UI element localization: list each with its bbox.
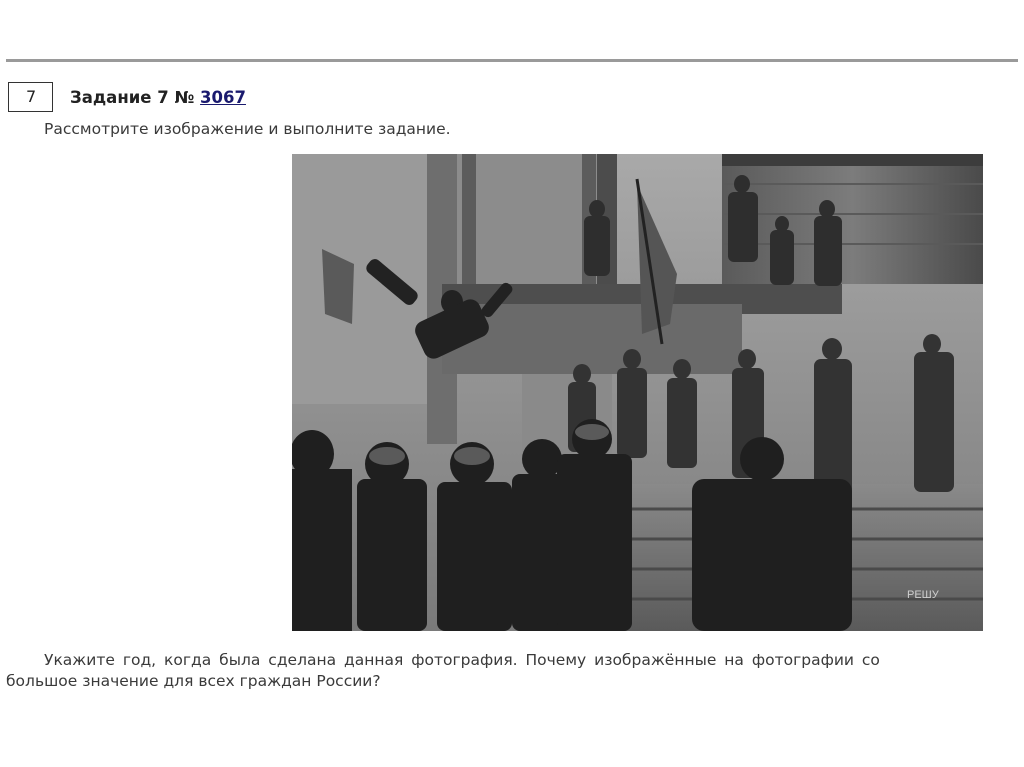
task-id-link[interactable]: 3067 xyxy=(200,88,246,107)
task-instruction: Рассмотрите изображение и выполните задание. xyxy=(44,120,451,138)
task-question xyxy=(6,650,1018,692)
photo-watermark: РЕШУ xyxy=(907,589,939,601)
task-title: Задание 7 № xyxy=(70,88,195,107)
task-header xyxy=(70,88,246,107)
historical-photo xyxy=(292,154,983,631)
top-divider xyxy=(6,59,1018,62)
photo-illustration xyxy=(292,154,983,631)
question-line-2: большое значение для всех граждан России? xyxy=(6,672,381,690)
task-number-box xyxy=(8,82,53,112)
question-line-1: Укажите год, когда была сделана данная фотография. Почему изображённые на фотографии со xyxy=(44,651,880,669)
task-number: 7 xyxy=(26,87,37,106)
